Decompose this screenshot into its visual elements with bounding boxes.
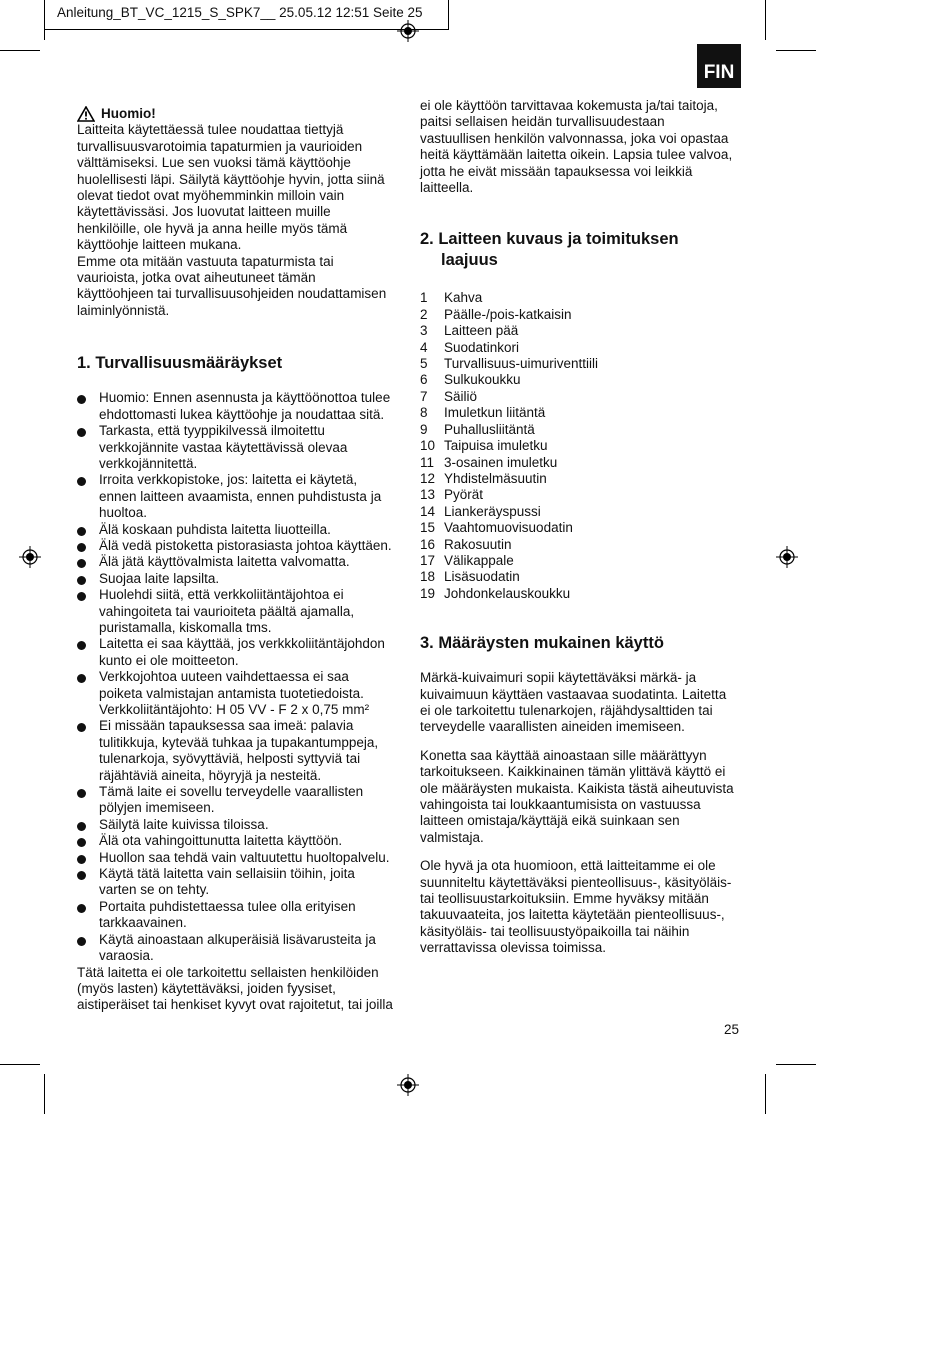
bullet-icon	[77, 543, 86, 552]
text-line: Älä ota vahingoittunutta laitetta käyttöön.	[99, 833, 343, 849]
text-line: verkkojännitettä.	[99, 455, 198, 471]
text-line: Emme ota mitään vastuuta tapaturmista tai	[77, 253, 334, 269]
part-label: Sulkukoukku	[444, 372, 521, 388]
crop-mark	[776, 1064, 816, 1065]
part-label: Vaahtomuovisuodatin	[444, 520, 573, 536]
list-item	[77, 817, 397, 833]
text-line: ei ole tarkoitettu tulenarkojen, räjähdysalttiden tai	[420, 702, 713, 718]
text-line: jotta he eivät missään tapauksessa voi leikkiä	[420, 163, 693, 179]
warning-title: Huomio!	[101, 106, 156, 121]
bullet-icon	[77, 674, 86, 683]
bullet-icon	[77, 477, 86, 486]
list-item	[77, 636, 397, 669]
intro-text	[420, 98, 740, 196]
text-line: varten se on tehty.	[99, 882, 210, 898]
text-line: käytettävissäsi. Jos luovutat laitteen muille	[77, 204, 331, 220]
bullet-icon	[77, 576, 86, 585]
right-column	[420, 98, 740, 957]
bullet-icon	[77, 641, 86, 650]
registration-mark-icon	[776, 546, 798, 568]
part-number: 11	[420, 454, 435, 470]
bullet-icon	[77, 937, 86, 946]
part-item	[420, 307, 740, 323]
part-number: 5	[420, 356, 428, 372]
part-number: 6	[420, 372, 428, 388]
text-line: huolellisesti läpi. Säilytä käyttöohje hyvin, jotta siinä	[77, 171, 385, 187]
text-line: ole määräysten mukaista. Kaikista tästä aiheutuvista	[420, 780, 734, 796]
text-line: laiminlyönnistä.	[77, 302, 170, 318]
part-label: Laitteen pää	[444, 323, 519, 339]
text-line: pölyjen imemiseen.	[99, 800, 215, 816]
warning-text	[77, 122, 397, 319]
part-item	[420, 389, 740, 405]
text-line: ei ole käyttöön tarvittavaa kokemusta ja/tai taitoja,	[420, 98, 718, 113]
text-line: kuivaimuun käyttäen vastaavaa suodatinta. Laitetta	[420, 686, 727, 702]
list-item	[77, 718, 397, 784]
part-item	[420, 438, 740, 454]
part-label: Lisäsuodatin	[444, 569, 520, 585]
title-line: 2. Laitteen kuvaus ja toimituksen	[420, 230, 679, 249]
text-line: verkkojännite vastaa käytettävissä olevaa	[99, 439, 348, 455]
text-line: vahingoista tai loukkaantumisista on vastuussa	[420, 797, 701, 812]
list-item	[77, 423, 397, 472]
list-item	[77, 850, 397, 866]
part-label: Johdonkelauskoukku	[444, 585, 571, 601]
part-item	[420, 471, 740, 487]
registration-mark-icon	[19, 546, 41, 568]
text-line: Ei missään tapauksessa saa imeä: palavia	[99, 718, 354, 734]
part-item	[420, 290, 740, 306]
bullet-icon	[77, 822, 86, 831]
list-item	[77, 522, 397, 538]
text-line: käyttöohjeen tai turvallisuusohjeiden noudattamisen	[77, 286, 387, 302]
text-line: Portaita puhdistettaessa tulee olla erityisen	[99, 898, 356, 914]
crop-mark	[44, 1074, 45, 1114]
bullet-icon	[77, 559, 86, 568]
list-item	[77, 784, 397, 817]
text-line: tarkkaavainen.	[99, 915, 187, 931]
part-label: Säiliö	[444, 388, 478, 404]
text-line: laitteen omistaja/käyttäjä eikä suinkaan sen	[420, 813, 680, 829]
part-number: 17	[420, 552, 436, 568]
text-line: turvallisuusvarotoimia tapaturmien ja vaurioiden	[77, 138, 363, 154]
text-line: Suojaa laite lapsilta.	[99, 570, 220, 586]
paragraph	[420, 748, 740, 846]
part-item	[420, 323, 740, 339]
text-line: suunniteltu käytettäväksi pienteollisuus-, käsityöläis-	[420, 874, 732, 890]
safety-bullet-list	[77, 390, 397, 964]
bullet-icon	[77, 789, 86, 798]
text-line: Älä vedä pistoketta pistorasiasta johtoa käyttäen.	[99, 537, 392, 553]
text-line: välttämiseksi. Lue sen vuoksi tämä käyttöohje	[77, 155, 351, 171]
text-line: vaurioista, jotka ovat aiheutuneet tämän	[77, 270, 316, 286]
list-item	[77, 932, 397, 965]
text-line: olevat tiedot ovat myöhemminkin milloin vain	[77, 188, 345, 204]
text-line: kunto ei ole moitteeton.	[99, 652, 239, 668]
part-number: 15	[420, 520, 436, 536]
part-item	[420, 504, 740, 520]
text-line: Irroita verkkopistoke, jos: laitetta ei käytetä,	[99, 472, 358, 488]
part-item	[420, 340, 740, 356]
part-number: 14	[420, 503, 436, 519]
list-item	[77, 538, 397, 554]
text-line: verrattavissa olevissa toimissa.	[420, 940, 607, 956]
part-item	[420, 372, 740, 388]
list-item	[77, 833, 397, 849]
text-line: laitteella.	[420, 180, 474, 196]
text-line: heitä käyttämään laitetta oikein. Lapsia tulee valvoa,	[420, 147, 733, 163]
text-line: Huollon saa tehdä vain valtuutettu huoltopalvelu.	[99, 849, 390, 865]
bullet-icon	[77, 395, 86, 404]
warning-triangle-icon	[77, 106, 95, 122]
part-number: 10	[420, 438, 436, 454]
text-line: Älä koskaan puhdista laitetta liuotteilla.	[99, 521, 331, 537]
part-item	[420, 569, 740, 585]
bullet-icon	[77, 871, 86, 880]
text-line: henkilöille, ole hyvä ja anna heille myös tämä	[77, 220, 348, 236]
text-line: Laitetta ei saa käyttää, jos verkkkoliitäntäjohdon	[99, 636, 385, 652]
text-line: tulitikkuja, kytevää tuhkaa ja tupakantumppeja,	[99, 734, 379, 750]
part-label: Taipuisa imuletku	[444, 438, 548, 454]
list-item	[77, 669, 397, 718]
text-line: Ole hyvä ja ota huomioon, että laitteitamme ei ole	[420, 858, 716, 874]
paragraph	[420, 670, 740, 736]
text-line: aistiperäiset tai henkiset kyvyt ovat rajoitetut, tai joilla	[77, 997, 393, 1013]
text-line: räjähtäviä aineita, höyryjä ja nesteitä.	[99, 767, 322, 783]
part-label: Suodatinkori	[444, 339, 520, 355]
part-item	[420, 520, 740, 536]
part-item	[420, 553, 740, 569]
text-line: Säilytä laite kuivissa tiloissa.	[99, 816, 269, 832]
text-line: Älä jätä käyttövalmista laitetta valvomatta.	[99, 554, 350, 570]
text-line: Käytä tätä laitetta vain sellaisiin töihin, joita	[99, 866, 355, 882]
part-number: 9	[420, 421, 428, 437]
text-line: ennen laitteen avaamista, ennen puhdistusta ja	[99, 488, 382, 504]
bullet-icon	[77, 904, 86, 913]
part-number: 16	[420, 536, 436, 552]
text-line: poiketa valmistajan antamista tuotetiedoista.	[99, 685, 364, 701]
text-line: takuuvaateita, jos laitetta käytetään pienteollisuus-,	[420, 907, 725, 923]
crop-mark	[765, 1074, 766, 1114]
warning-heading	[77, 106, 397, 122]
text-line: Verkkojohtoa uuteen vaihdettaessa ei saa	[99, 669, 349, 685]
bullet-icon	[77, 855, 86, 864]
text-line: (myös lasten) käytettäväksi, joiden fyysiset,	[77, 980, 336, 996]
text-line: käyttöohje laitteen mukana.	[77, 237, 242, 253]
part-label: Imuletkun liitäntä	[444, 405, 546, 421]
text-line: Verkkoliitäntäjohto: H 05 VV - F 2 x 0,75 mm²	[99, 702, 370, 717]
registration-mark-icon	[397, 20, 419, 42]
list-item	[77, 390, 397, 423]
crop-mark	[0, 1064, 40, 1065]
list-item	[77, 899, 397, 932]
section-2-title	[420, 229, 740, 271]
part-label: Päälle-/pois-katkaisin	[444, 306, 572, 322]
text-line: Huolehdi siitä, että verkkoliitäntäjohtoa ei	[99, 587, 344, 603]
text-line: Konetta saa käyttää ainoastaan sille määrättyyn	[420, 747, 707, 763]
crop-mark	[776, 50, 816, 51]
part-number: 3	[420, 323, 428, 339]
text-line: valmistaja.	[420, 829, 484, 845]
section-1-title: 1. Turvallisuusmääräykset	[77, 354, 283, 373]
part-item	[420, 422, 740, 438]
text-line: Käytä ainoastaan alkuperäisiä lisävarusteita ja	[99, 931, 376, 947]
text-line: Tätä laitetta ei ole tarkoitettu sellaisten henkilöiden	[77, 964, 379, 980]
part-item	[420, 537, 740, 553]
part-label: Yhdistelmäsuutin	[444, 470, 547, 486]
parts-list	[420, 290, 740, 602]
part-item	[420, 586, 740, 602]
text-line: Huomio: Ennen asennusta ja käyttöönottoa tulee	[99, 390, 391, 406]
part-number: 13	[420, 487, 436, 503]
text-line: ehdottomasti lukea käyttöohje ja noudattaa sitä.	[99, 406, 385, 422]
text-line: Tarkasta, että tyyppikilvessä ilmoitettu	[99, 423, 325, 439]
list-item	[77, 554, 397, 570]
part-label: Pyörät	[444, 487, 484, 503]
bullet-icon	[77, 838, 86, 847]
part-number: 19	[420, 585, 436, 601]
text-line: paitsi sellaisen heidän turvallisuudestaan	[420, 114, 665, 130]
text-line: tai teollisuustarkoituksiin. Emme hyväksy mitään	[420, 891, 709, 907]
part-label: Liankeräyspussi	[444, 503, 541, 519]
bullet-icon	[77, 428, 86, 437]
list-item	[77, 472, 397, 521]
title-line: laajuus	[441, 251, 498, 270]
text-line: Märkä-kuivaimuri sopii käytettäväksi märkä- ja	[420, 670, 697, 686]
text-line: tulenarkoja, syövyttäviä, helposti syttyviä tai	[99, 751, 361, 767]
part-item	[420, 487, 740, 503]
crop-mark	[44, 0, 45, 40]
section-3-title: 3. Määräysten mukainen käyttö	[420, 634, 664, 653]
language-badge: FIN	[697, 44, 741, 88]
part-number: 2	[420, 306, 428, 322]
closing-text	[77, 965, 397, 1014]
crop-mark	[0, 50, 40, 51]
part-label: Välikappale	[444, 552, 514, 568]
left-column	[77, 106, 397, 1014]
bullet-icon	[77, 723, 86, 732]
text-line: vastuullisen henkilön valvonnassa, joka voi opastaa	[420, 130, 729, 146]
part-label: Puhallusliitäntä	[444, 421, 535, 437]
text-line: terveydelle vaarallisten aineiden imemiseen.	[420, 719, 685, 735]
text-line: puristamalla, kiskomalla tms.	[99, 619, 272, 635]
text-line: tarkoitukseen. Kaikkinainen tämän ylittävä käyttö ei	[420, 764, 726, 780]
bullet-icon	[77, 527, 86, 536]
list-item	[77, 571, 397, 587]
text-line: huoltoa.	[99, 505, 148, 521]
page-number: 25	[724, 1022, 740, 1037]
part-number: 8	[420, 405, 428, 421]
part-item	[420, 455, 740, 471]
bullet-icon	[77, 592, 86, 601]
print-slug: Anleitung_BT_VC_1215_S_SPK7__ 25.05.12 12:51 Seite 25	[57, 5, 423, 20]
paragraph	[420, 858, 740, 956]
part-number: 4	[420, 339, 428, 355]
text-line: Tämä laite ei sovellu terveydelle vaarallisten	[99, 784, 364, 800]
part-number: 12	[420, 470, 436, 486]
part-label: Rakosuutin	[444, 536, 512, 552]
list-item	[77, 866, 397, 899]
part-number: 1	[420, 290, 428, 306]
list-item	[77, 587, 397, 636]
text-line: käsityöläis- tai teollisuustyöpaikoilla tai näihin	[420, 923, 690, 939]
text-line: vahingoiteta tai vaurioiteta päältä ajamalla,	[99, 603, 355, 619]
crop-mark	[765, 0, 766, 40]
part-label: 3-osainen imuletku	[444, 454, 558, 470]
part-item	[420, 405, 740, 421]
registration-mark-icon	[397, 1074, 419, 1096]
part-number: 18	[420, 569, 436, 585]
part-label: Kahva	[444, 290, 483, 306]
part-item	[420, 356, 740, 372]
text-line: varaosia.	[99, 948, 154, 964]
text-line: Laitteita käytettäessä tulee noudattaa tiettyjä	[77, 122, 344, 138]
part-number: 7	[420, 388, 428, 404]
part-label: Turvallisuus-uimuriventtiili	[444, 356, 599, 372]
